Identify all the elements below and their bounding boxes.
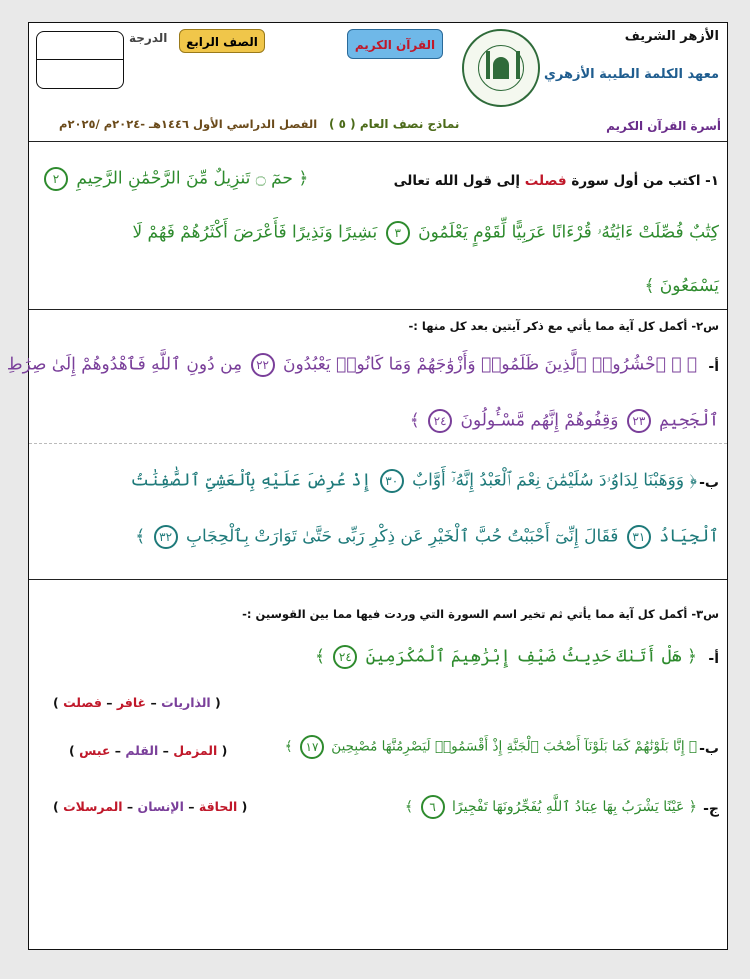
q1-prompt: ١- اكتب من أول سورة فصلت إلى قول الله تعالى [393, 173, 719, 189]
q2-a-line2: ٱلْجَحِيمِ ٢٣ وَقِفُوهُمْ إِنَّهُم مَّسْـُٔولُونَ ٢٤ ﴾ [410, 409, 719, 433]
q3-b-choices: ( المزمل – القلم – عبس ) [69, 743, 228, 758]
exam-sheet [6, 22, 728, 950]
q3-b-label: ب- [699, 741, 719, 757]
azhar-title: الأزهر الشريف [624, 29, 719, 44]
q2-a-line1: ﴿ ۞ ٱحْشُرُوا۟ ٱلَّذِينَ ظَلَمُوا۟ وَأَزْوَٰجَهُمْ وَمَا كَانُوا۟ يَعْبُدُونَ ٢٢ مِن دُونِ ٱللَّهِ فَٱهْدُوهُمْ إِلَىٰ صِرَٰطِ [7, 353, 697, 377]
subject-family: أسرة القرآن الكريم [606, 119, 721, 133]
term-label: الفصل الدراسي الأول ١٤٤٦هـ -٢٠٢٤م /٢٠٢٥م [59, 117, 318, 131]
q3-c-choices: ( الحاقة – الإنسان – المرسلات ) [53, 799, 248, 814]
institute-logo [462, 29, 540, 107]
q3-a-verse: ﴿ هَلْ أَتَىٰكَ حَدِيثُ ضَيْفِ إِبْرَٰهِيمَ ٱلْمُكْرَمِينَ ٢٤ ﴾ [315, 645, 697, 669]
score-label: الدرجة [129, 31, 168, 45]
score-box [36, 31, 124, 89]
q2-b-line1: ﴿ وَوَهَبْنَا لِدَاوُۥدَ سُلَيْمَٰنَ نِعْمَ ٱلْعَبْدُ إِنَّهُۥٓ أَوَّابٌ ٣٠ إِذْ عُرِضَ عَلَيْهِ بِٱلْعَشِىِّ ٱلصَّٰفِنَٰتُ [131, 469, 697, 493]
divider [29, 309, 727, 310]
q3-prompt: س٣- أكمل كل آية مما يأتي ثم تخير اسم السورة التي وردت فيها مما بين القوسين :- [242, 607, 719, 621]
institute-name: معهد الكلمة الطيبة الأزهري [544, 67, 719, 82]
subject-pill: القرآن الكريم [347, 29, 443, 59]
q1-verse-line3: يَسْمَعُونَ ﴾ [644, 276, 719, 296]
q2-b-line2: ٱلْجِيَادُ ٣١ فَقَالَ إِنِّىٓ أَحْبَبْتُ حُبَّ ٱلْخَيْرِ عَن ذِكْرِ رَبِّى حَتَّىٰ تَوَارَتْ بِٱلْحِجَابِ ٣٢ ﴾ [135, 525, 719, 549]
q2-a-label: أ- [708, 359, 719, 375]
model-title: نماذج نصف العام ( ٥ ) [329, 117, 460, 131]
q3-a-label: أ- [708, 651, 719, 667]
divider [29, 141, 727, 142]
divider [29, 579, 727, 580]
grade-pill: الصف الرابع [179, 29, 265, 53]
q2-prompt: س٢- أكمل كل آية مما يأتي مع ذكر آيتين بعد كل منها :- [408, 319, 719, 333]
q3-b-verse: ﴿ إِنَّا بَلَوْنَٰهُمْ كَمَا بَلَوْنَآ أَصْحَٰبَ ٱلْجَنَّةِ إِذْ أَقْسَمُوا۟ لَيَصْرِمُنَّهَا مُصْبِحِينَ ١٧ ﴾ [285, 735, 697, 759]
q3-c-label: ج- [703, 801, 719, 817]
q1-verse-line2: كِتَٰبٌ فُصِّلَتْ ءَايَٰتُهُۥ قُرْءَانًا عَرَبِيًّا لِّقَوْمٍ يَعْلَمُونَ ٣ بَشِيرًا وَنَذِيرًا فَأَعْرَضَ أَكْثَرُهُمْ فَهُمْ لَا [132, 221, 719, 245]
q2-b-label: ب- [699, 475, 719, 491]
q3-a-choices: ( الذاريات – غافر – فصلت ) [53, 695, 221, 710]
q1-verse-line1: ﴿ حمٓ ۝ تَنزِيلٌ مِّنَ الرَّحْمَٰنِ الرَّحِيمِ ٢ [41, 167, 308, 191]
q3-c-verse: ﴿ عَيْنًا يَشْرَبُ بِهَا عِبَادُ ٱللَّهِ يُفَجِّرُونَهَا تَفْجِيرًا ٦ ﴾ [405, 795, 697, 819]
